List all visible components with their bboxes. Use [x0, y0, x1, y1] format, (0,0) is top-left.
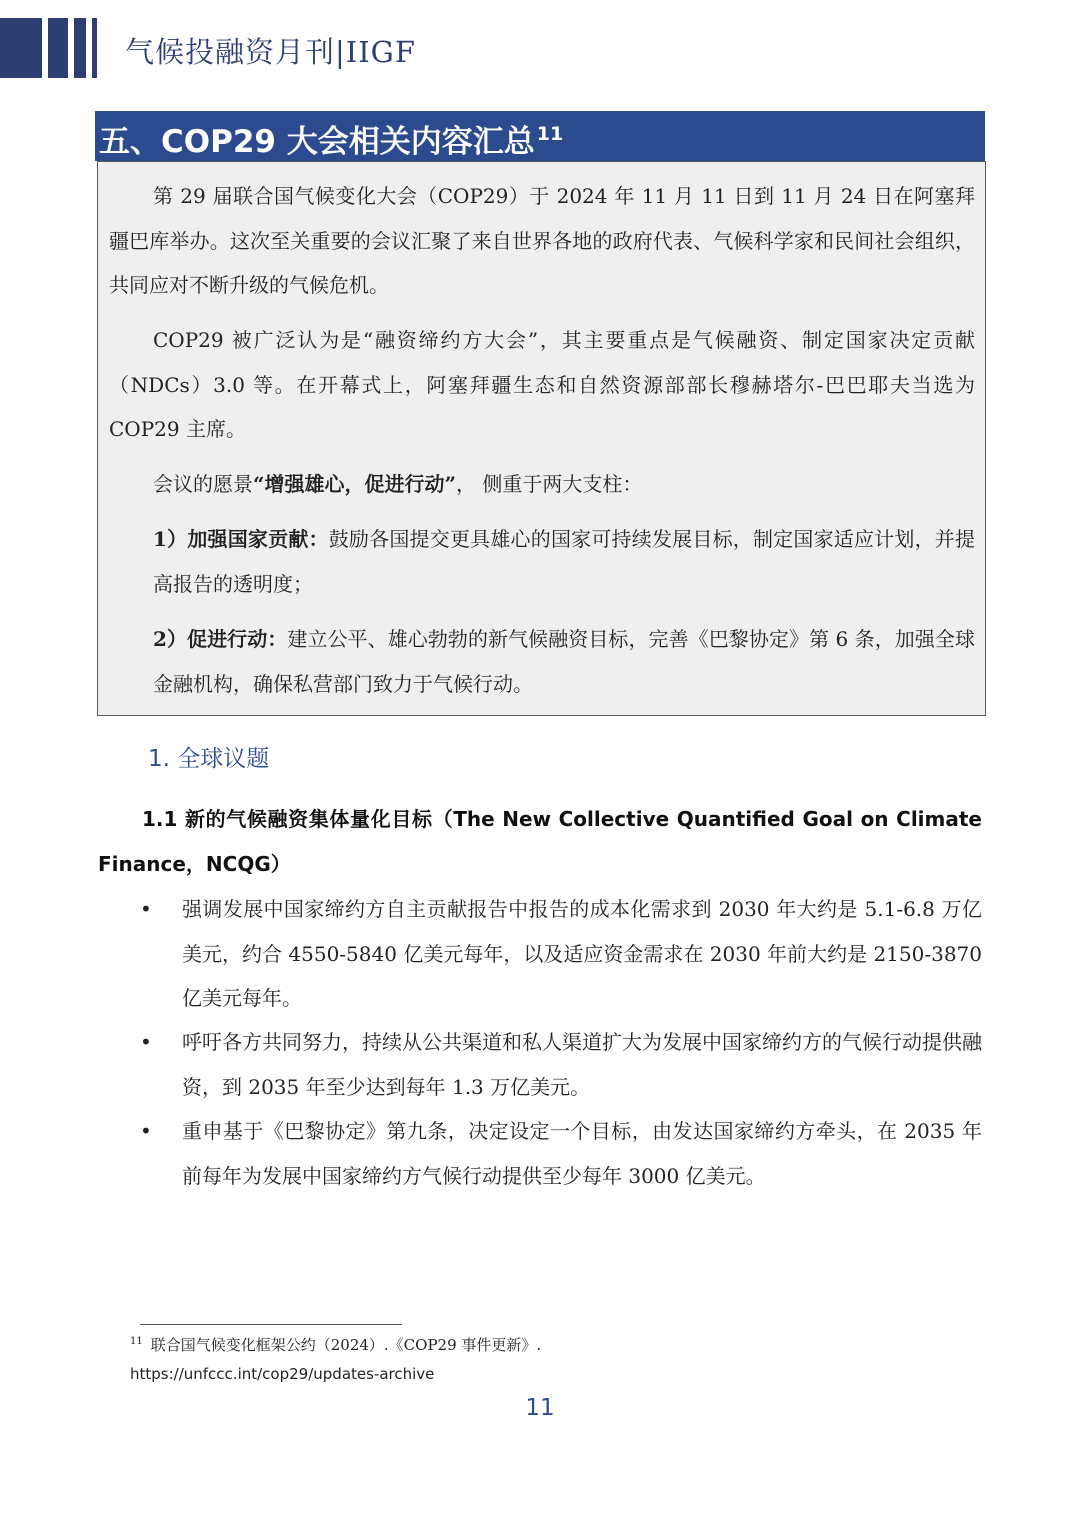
vision-slogan: “增强雄心，促进行动” [253, 472, 457, 496]
footnote-text: 联合国气候变化框架公约（2024）.《COP29 事件更新》. [150, 1336, 542, 1354]
page-number: 11 [525, 1395, 555, 1421]
header-bar [92, 18, 97, 78]
heading-global-issues: 1. 全球议题 [148, 746, 270, 772]
footnote-mark: 11 [130, 1336, 143, 1347]
pillar-1 [153, 517, 975, 606]
footnote-ref[interactable]: 11 [536, 123, 564, 145]
header-title: 气候投融资月刊|IIGF [125, 35, 416, 69]
header-bar [48, 18, 68, 78]
bullet-item-2: 呼吁各方共同努力，持续从公共渠道和私人渠道扩大为发展中国家缔约方的气候行动提供融资，到 2035 年至少达到每年 1.3 万亿美元。 [182, 1030, 982, 1099]
header-bar [0, 18, 42, 78]
pillar-1-text: 鼓励各国提交更具雄心的国家可持续发展目标，制定国家适应计划，并提高报告的透明度； [153, 527, 975, 596]
bullet-marker: • [140, 897, 152, 921]
footnote-url-link[interactable]: https://unfccc.int/cop29/updates-archive [130, 1365, 435, 1383]
vision-suffix: ， 侧重于两大支柱： [456, 472, 643, 496]
footnote-divider [140, 1324, 402, 1325]
heading-ncqg: 1.1 新的气候融资集体量化目标（The New Collective Quantified Goal on Climate Finance，NCQG） [98, 807, 982, 876]
header-bar [74, 18, 86, 78]
footnote-citation [130, 1334, 541, 1355]
bullet-marker: • [140, 1119, 152, 1143]
bullet-marker: • [140, 1030, 152, 1054]
vision-prefix: 会议的愿景 [153, 472, 253, 496]
bullet-item-1: 强调发展中国家缔约方自主贡献报告中报告的成本化需求到 2030 年大约是 5.1-6.8 万亿美元，约合 4550-5840 亿美元每年，以及适应资金需求在 2030 年前大约是 2150-3870 亿美元每年。 [182, 897, 982, 1010]
pillar-2 [153, 617, 975, 706]
summary-paragraph-1: 第 29 届联合国气候变化大会（COP29）于 2024 年 11 月 11 日到 11 月 24 日在阿塞拜疆巴库举办。这次至关重要的会议汇聚了来自世界各地的政府代表、气候科学家和民间社会组织，共同应对不断升级的气候危机。 [109, 184, 975, 297]
summary-paragraph-3 [153, 462, 975, 507]
section-title: 五、COP29 大会相关内容汇总 [99, 124, 535, 160]
pillar-1-label: 1）加强国家贡献： [153, 527, 329, 551]
summary-box [97, 161, 986, 716]
section-title-bar [95, 111, 985, 161]
pillar-2-text: 建立公平、雄心勃勃的新气候融资目标，完善《巴黎协定》第 6 条，加强全球金融机构，确保私营部门致力于气候行动。 [153, 627, 975, 696]
pillar-2-label: 2）促进行动： [153, 627, 288, 651]
summary-paragraph-2: COP29 被广泛认为是“融资缔约方大会”，其主要重点是气候融资、制定国家决定贡献（NDCs）3.0 等。在开幕式上，阿塞拜疆生态和自然资源部部长穆赫塔尔-巴巴耶夫当选为 COP29 主席。 [109, 328, 975, 441]
bullet-item-3: 重申基于《巴黎协定》第九条，决定设定一个目标，由发达国家缔约方牵头，在 2035 年前每年为发展中国家缔约方气候行动提供至少每年 3000 亿美元。 [182, 1119, 982, 1188]
